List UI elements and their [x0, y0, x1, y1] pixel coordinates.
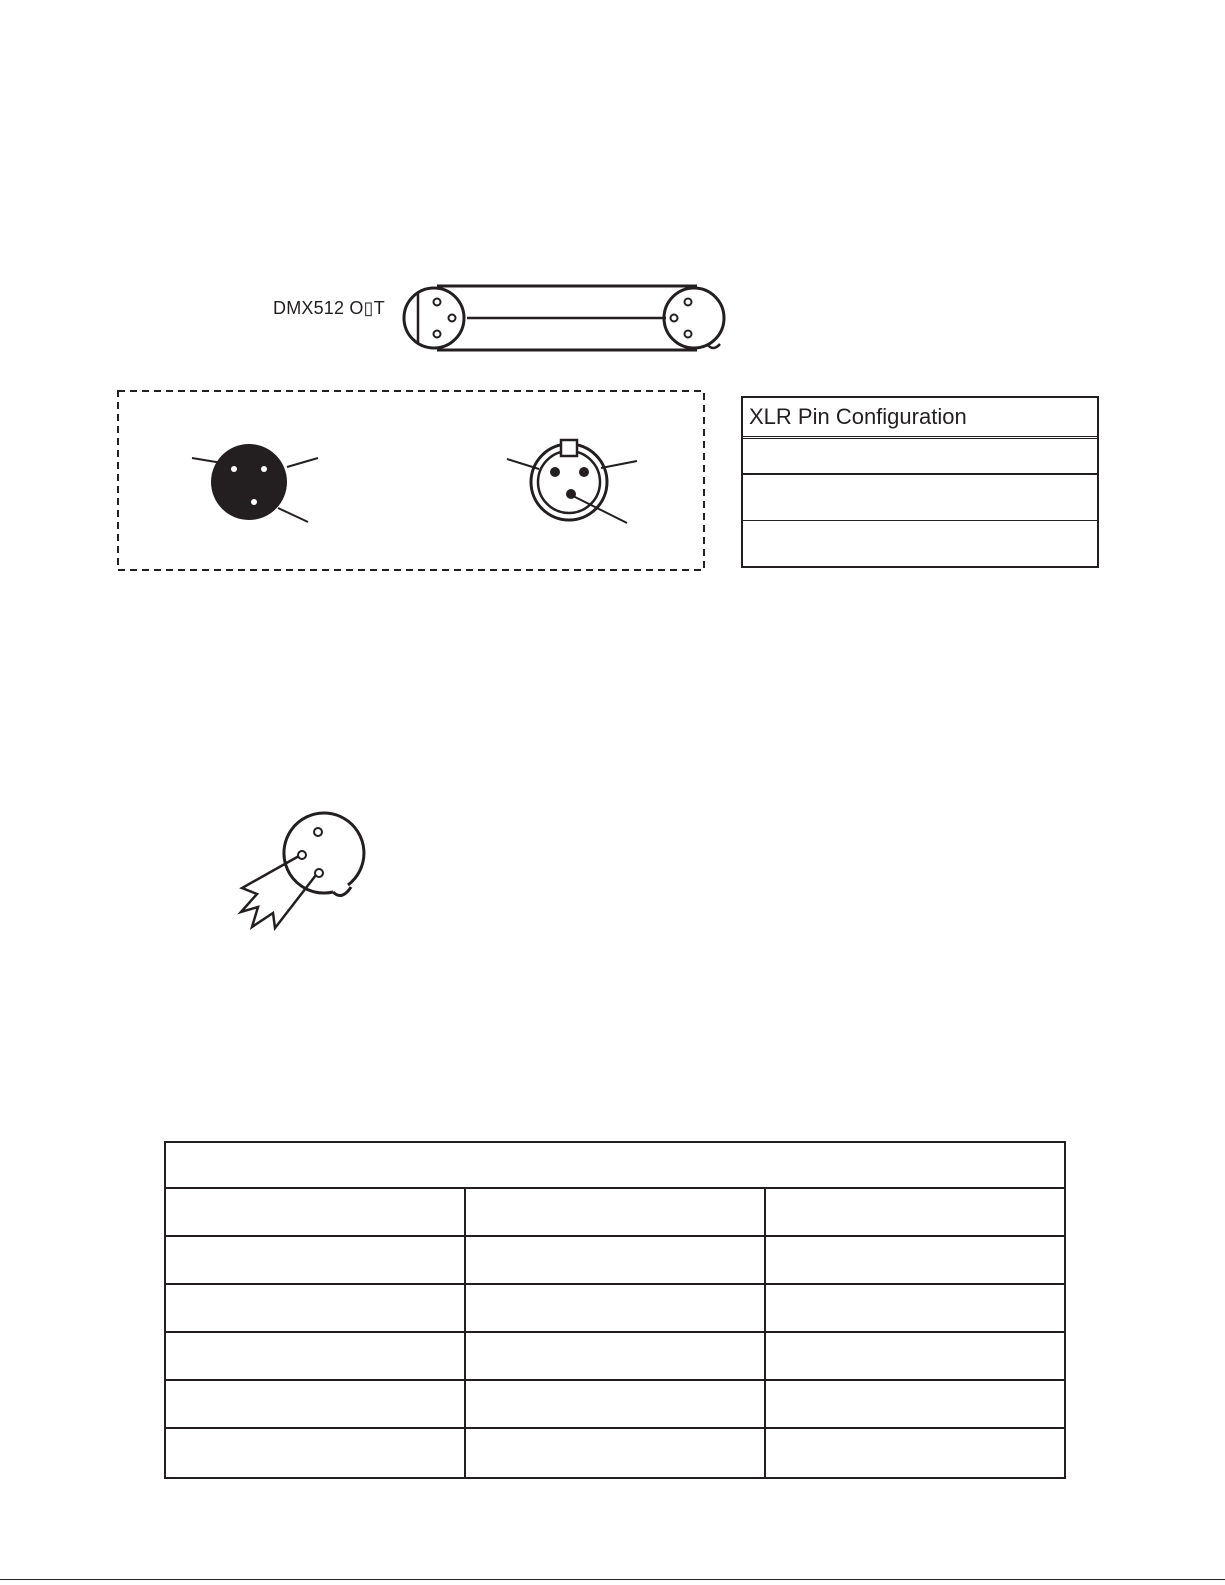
xlr-pin-config-table	[741, 396, 1099, 568]
table-cell	[466, 1237, 766, 1285]
xlr-row-divider	[743, 436, 1097, 439]
cable-length-table	[164, 1141, 1066, 1479]
table-cell	[166, 1381, 466, 1429]
table-cell	[466, 1189, 766, 1237]
pinout-box	[118, 391, 704, 570]
table-cell	[766, 1381, 1064, 1429]
table-cell	[166, 1429, 466, 1477]
xlr-female-plug-icon	[664, 288, 724, 348]
xlr-row	[743, 473, 1097, 475]
table-cell	[466, 1429, 766, 1477]
xlr-pin-config-title: XLR Pin Configuration	[749, 404, 967, 429]
table-cell	[466, 1333, 766, 1381]
table-cell	[766, 1429, 1064, 1477]
table-cell	[166, 1333, 466, 1381]
terminator-plug-icon	[241, 813, 364, 928]
resistor-icon	[241, 856, 316, 928]
table-cell	[766, 1333, 1064, 1381]
table-cell	[466, 1381, 766, 1429]
page-bottom-rule	[0, 1579, 1225, 1580]
table-cell	[766, 1285, 1064, 1333]
dmx-cable-illustration	[404, 286, 724, 350]
table-header	[166, 1143, 1064, 1189]
table-cell	[766, 1237, 1064, 1285]
table-cell	[166, 1285, 466, 1333]
table-cell	[166, 1189, 466, 1237]
table-cell	[166, 1237, 466, 1285]
xlr-male-face-icon	[192, 444, 318, 522]
dmx-out-label: DMX512 O▯T	[273, 298, 385, 318]
xlr-female-face-icon	[507, 440, 637, 523]
table-cell	[466, 1285, 766, 1333]
table-cell	[766, 1189, 1064, 1237]
xlr-row	[743, 520, 1097, 521]
